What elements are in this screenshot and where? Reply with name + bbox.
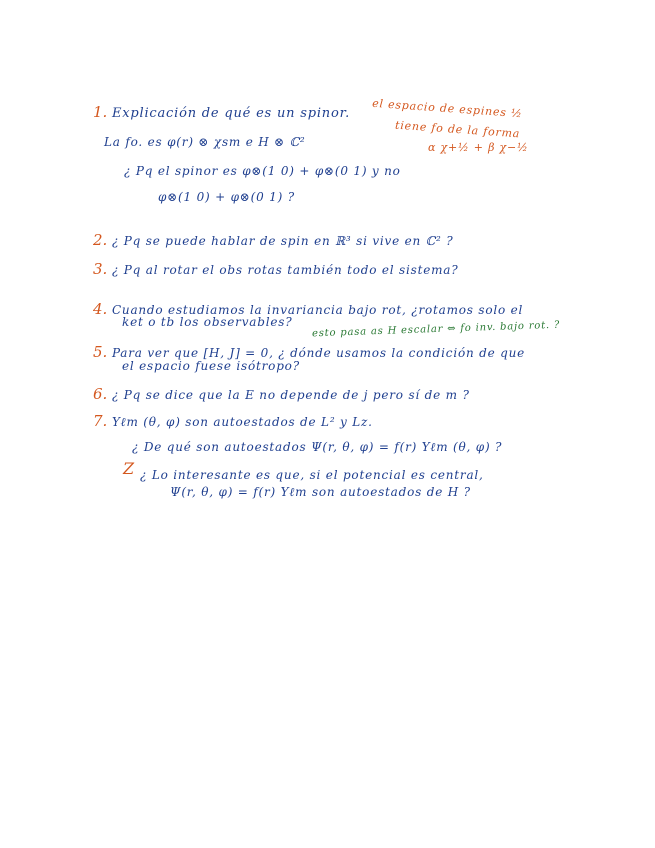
q7-row xyxy=(93,412,373,430)
q1-row xyxy=(93,103,350,121)
q1-number: 1. xyxy=(93,103,108,121)
q2-text: ¿ Pq se puede hablar de spin en ℝ³ si vive en ℂ² ? xyxy=(111,234,454,248)
q7-line3: ¿ Lo interesante es que, si el potencial es central, xyxy=(140,468,484,482)
q1-line3: ¿ Pq el spinor es φ⊗(1 0) + φ⊗(0 1) y no xyxy=(124,164,401,178)
q1-line4: φ⊗(1 0) + φ⊗(0 1) ? xyxy=(158,190,295,204)
q6-text: ¿ Pq se dice que la E no depende de j pero sí de m ? xyxy=(111,388,470,402)
q6-row xyxy=(93,385,470,403)
q3-row xyxy=(93,260,458,278)
q1-note-line2: tiene fo de la forma xyxy=(394,118,521,141)
q2-row xyxy=(93,231,453,249)
q4-line1: Cuando estudiamos la invariancia bajo rot, ¿rotamos solo el xyxy=(111,303,524,317)
q1-note-line3: α χ+½ + β χ−½ xyxy=(428,141,529,154)
q4-line2: ket o tb los observables? xyxy=(122,315,293,329)
q6-number: 6. xyxy=(93,385,108,403)
q7-marker: Z xyxy=(123,459,135,478)
q1-note-line1: el espacio de espines ½ xyxy=(371,96,523,121)
q5-line2: el espacio fuese isótropo? xyxy=(122,359,300,373)
q7-line1: Yℓm (θ, φ) son autoestados de L² y Lz. xyxy=(111,415,373,429)
q7-line2: ¿ De qué son autoestados Ψ(r, θ, φ) = f(r) Yℓm (θ, φ) ? xyxy=(132,440,503,454)
q3-number: 3. xyxy=(93,260,108,278)
q5-green-note: esto pasa as H escalar ⇔ fo inv. bajo rot. ? xyxy=(311,319,561,340)
q4-number: 4. xyxy=(93,300,108,318)
q5-number: 5. xyxy=(93,343,108,361)
q2-number: 2. xyxy=(93,231,108,249)
q1-line2: La fo. es φ(r) ⊗ χsm e H ⊗ ℂ² xyxy=(104,135,306,149)
q3-text: ¿ Pq al rotar el obs rotas también todo el sistema? xyxy=(111,263,459,277)
q7-line4: Ψ(r, θ, φ) = f(r) Yℓm son autoestados de H ? xyxy=(170,485,471,499)
q5-line1: Para ver que [H, J] = 0, ¿ dónde usamos la condición de que xyxy=(111,346,526,360)
q7-number: 7. xyxy=(93,412,108,430)
q1-title: Explicación de qué es un spinor. xyxy=(111,106,351,121)
